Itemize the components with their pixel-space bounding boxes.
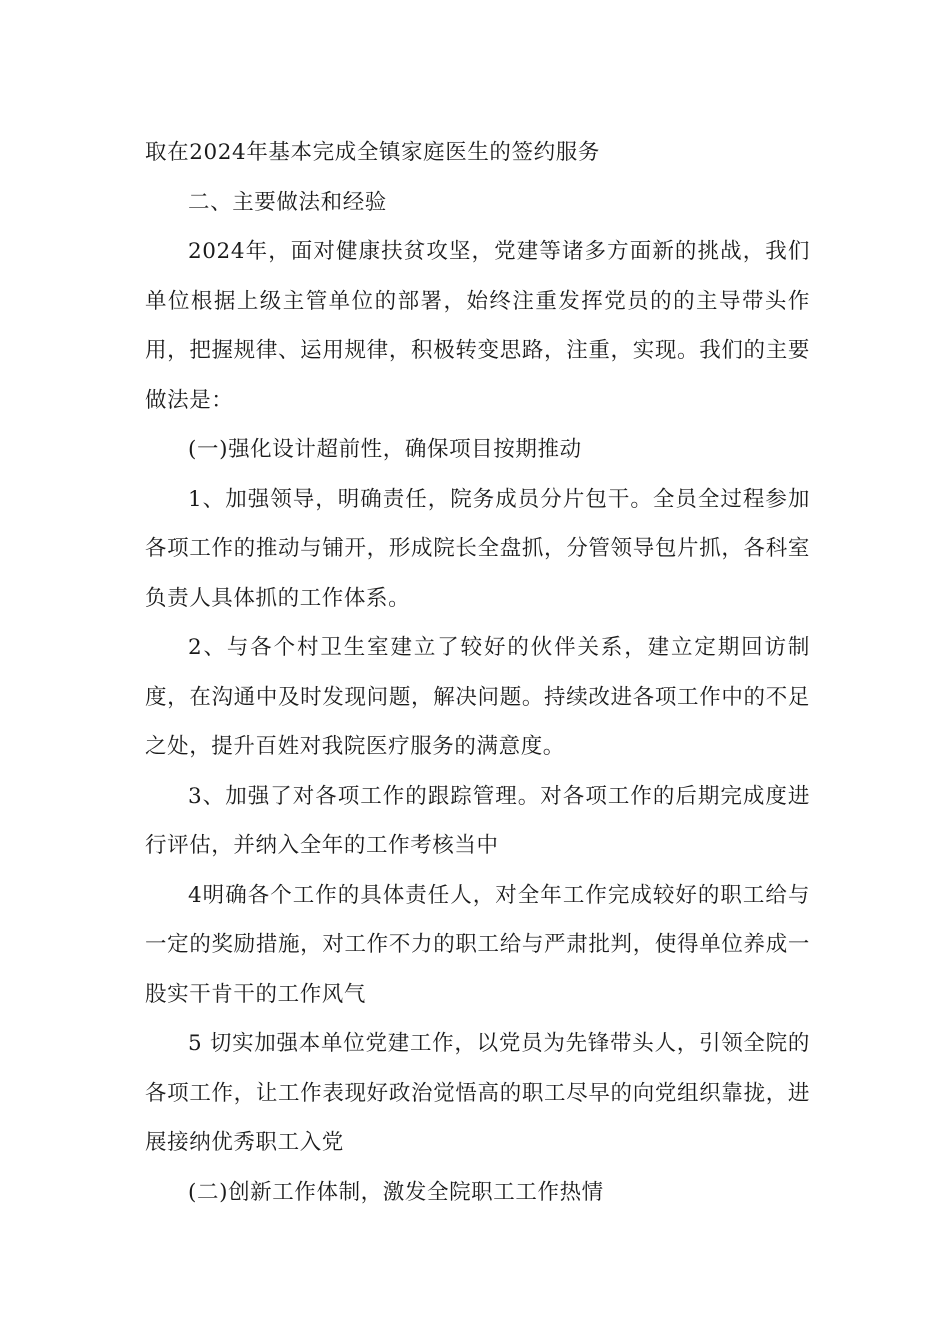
paragraph-item-2: 2、与各个村卫生室建立了较好的伙伴关系，建立定期回访制度，在沟通中及时发现问题，解决问题。持续改进各项工作中的不足之处，提升百姓对我院医疗服务的满意度。 xyxy=(145,635,810,759)
section-heading-2: 二、主要做法和经验 xyxy=(188,189,387,215)
subsection-heading-1: (一)强化设计超前性，确保项目按期推动 xyxy=(188,437,582,462)
document-body xyxy=(145,128,810,1217)
paragraph-item-4: 4明确各个工作的具体责任人，对全年工作完成较好的职工给与一定的奖励措施，对工作不力的职工给与严肃批判，使得单位养成一股实干肯干的工作风气 xyxy=(145,882,810,1007)
paragraph-continuation: 取在2024年基本完成全镇家庭医生的签约服务 xyxy=(145,140,600,165)
paragraph-intro: 2024年，面对健康扶贫攻坚，党建等诸多方面新的挑战，我们单位根据上级主管单位的部署，始终注重发挥党员的的主导带头作用，把握规律、运用规律，积极转变思路，注重，实现。我们的主要做法是： xyxy=(145,239,810,413)
paragraph-item-3: 3、加强了对各项工作的跟踪管理。对各项工作的后期完成度进行评估，并纳入全年的工作考核当中 xyxy=(145,783,810,858)
subsection-heading-2: (二)创新工作体制，激发全院职工工作热情 xyxy=(188,1179,604,1205)
paragraph-item-5: 5 切实加强本单位党建工作，以党员为先锋带头人，引领全院的各项工作，让工作表现好政治觉悟高的职工尽早的向党组织靠拢，进展接纳优秀职工入党 xyxy=(145,1031,810,1155)
paragraph-item-1: 1、加强领导，明确责任，院务成员分片包干。全员全过程参加各项工作的推动与铺开，形成院长全盘抓，分管领导包片抓，各科室负责人具体抓的工作体系。 xyxy=(145,486,810,611)
